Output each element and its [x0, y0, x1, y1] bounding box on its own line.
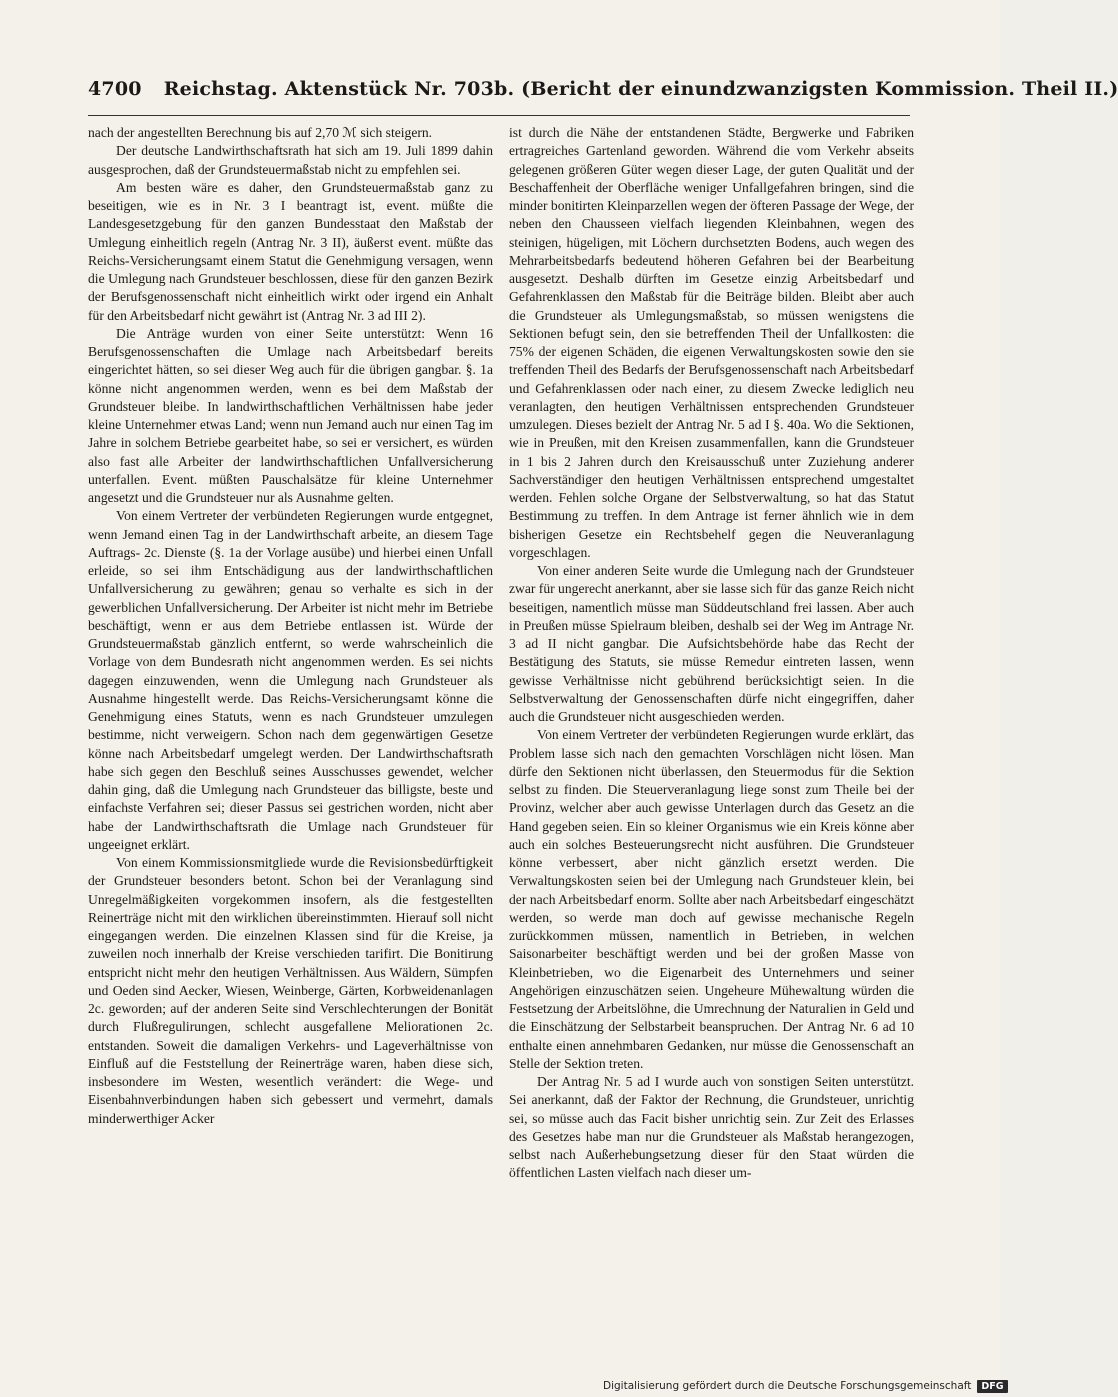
page-header	[88, 78, 1118, 106]
paragraph: Der Antrag Nr. 5 ad I wurde auch von sonstigen Seiten unterstützt. Sei anerkannt, daß der Faktor der Rechnung, die Grundsteuer, unrichtig sei, so müsse auch das Facit bisher unrichtig sein. Zur Zeit des Erlasses des Gesetzes habe man nur die Grundsteuer als Maßstab herangezogen, selbst nach Außerhebungsetzung dieser für den Staat würden die öffentlichen Lasten vielfach nach dieser um-	[509, 1074, 914, 1181]
paragraph: ist durch die Nähe der entstandenen Städte, Bergwerke und Fabriken ertragreiches Gartenland geworden. Während die vom Verkehr abseits gelegenen größeren Güter wegen dieser Lage, der guten Qualität und der Beschaffenheit der Oberfläche weniger Unfallgefahren bringen, sind die minder bonitirten Kleinparzellen wegen der öfteren Passage der Wege, der neben den Chausseen vielfach liegenden Kleinbahnen, wegen des steinigen, hügeligen, mit Löchern durchsetzten Bodens, auch wegen des Mehrarbeitsbedarfs bedeutend höheren Gefahren bei der Bearbeitung ausgesetzt. Deshalb dürften im Gesetze einzig Arbeitsbedarf und Gefahrenklassen den Maßstab für die Beiträge bilden. Bleibt aber auch die Grundsteuer als Umlegungsmaßstab, so müssen wenigstens die Sektionen befugt sein, den sie betreffenden Theil der Unfallkosten: die 75% der eigenen Schäden, die eigenen Verwaltungskosten sowie den sie treffenden Theil des Bedarfs der Berufsgenossenschaft nach Arbeitsbedarf und Gefahrenklassen oder nach einer, zu diesem Zwecke lediglich neu veranlagten, den heutigen Verhältnissen entsprechenden Grundsteuer umzulegen. Dieses bezielt der Antrag Nr. 5 ad I §. 40a. Wo die Sektionen, wie in Preußen, mit den Kreisen zusammenfallen, kann die Grundsteuer in 1 bis 2 Jahren durch den Kreisausschuß unter Zuziehung anderer Sachverständiger den heutigen Verhältnissen entsprechend umgestaltet werden. Fehlen solche Organe der Selbstverwaltung, so hat das Statut Bestimmung zu treffen. In dem Antrage ist ferner ähnlich wie in dem bisherigen Gesetze ein Rechtsbehelf gegen die Neuveranlagung vorgeschlagen.	[509, 125, 914, 560]
page-number: 4700	[88, 78, 142, 100]
paragraph: Am besten wäre es daher, den Grundsteuermaßstab ganz zu beseitigen, wie es in Nr. 3 I beantragt ist, event. müßte die Landesgesetzgebung für den ganzen Bundesstaat den Maßstab der Umlegung einheitlich regeln (Antrag Nr. 3 II), äußerst event. müßte das Reichs-Versicherungsamt einem Statut die Genehmigung versagen, wenn die Umlegung nach Grundsteuer beschlossen, diese für den ganzen Bezirk der Berufsgenossenschaft nicht einheitlich wirkt oder irgend ein Anhalt für den Arbeitsbedarf nicht gewährt ist (Antrag Nr. 3 ad III 2).	[88, 179, 493, 323]
paragraph: Von einem Kommissionsmitgliede wurde die Revisionsbedürftigkeit der Grundsteuer besonders betont. Schon bei der Veranlagung sind Unregelmäßigkeiten vorgekommen insofern, als die festgestellten Reinerträge nicht mit den wirklichen übereinstimmten. Hierauf soll nicht eingegangen werden. Die einzelnen Klassen sind für die Kreise, ja zuweilen noch innerhalb der Kreise verschieden tarifirt. Die Bonitirung entspricht nicht mehr den heutigen Verhältnissen. Aus Wäldern, Sümpfen und Oeden sind Aecker, Wiesen, Weinberge, Gärten, Korbweidenanlagen 2c. geworden; auf der anderen Seite sind Verschlechterungen der Bonität durch Flußregulirungen, schlecht ausgefallene Meliorationen 2c. entstanden. Soweit die damaligen Verkehrs- und Lageverhältnisse von Einfluß auf die Feststellung der Reinerträge waren, haben diese sich, insbesondere im Westen, wesentlich verändert: die Wege- und Eisenbahnverbindungen haben sich gebessert und vermehrt, damals minderwerthiger Acker	[88, 855, 493, 1126]
paragraph: Die Anträge wurden von einer Seite unterstützt: Wenn 16 Berufsgenossenschaften die Umlage nach Arbeitsbedarf bereits eingerichtet hätten, so sei dieser Weg auch für die übrigen gangbar. §. 1a könne nicht angenommen werden, wenn es bei dem Maßstab der Grundsteuer bleibe. In landwirthschaftlichen Verhältnissen habe jeder kleine Unternehmer etwas Land; wenn nun Jemand auch nur einen Tag im Jahre in solchem Betriebe gearbeitet habe, so sei er versichert, es würden also fast alle Arbeiter der landwirthschaftlichen Unfallversicherung unterfallen. Event. müßten Pauschalsätze für kleine Unternehmer angesetzt und die Grundsteuer nur als Ausnahme gelten.	[88, 325, 493, 505]
paragraph: Der deutsche Landwirthschaftsrath hat sich am 19. Juli 1899 dahin ausgesprochen, daß der Grundsteuermaßstab nicht zu empfehlen sei.	[88, 143, 493, 177]
right-column	[509, 124, 914, 1183]
running-title: Reichstag. Aktenstück Nr. 703b. (Bericht der einundzwanzigsten Kommission. Theil II.)	[163, 78, 1118, 100]
footer-credit: Digitalisierung gefördert durch die Deutsche Forschungsgemeinschaft	[603, 1380, 972, 1392]
paragraph: Von einem Vertreter der verbündeten Regierungen wurde erklärt, das Problem lasse sich nach den gemachten Vorschlägen nicht lösen. Man dürfe den Sektionen nicht überlassen, den Steuermodus für die Sektion selbst zu finden. Die Steuerveranlagung liege sonst zum Theile bei der Provinz, welcher aber auch gewisse Unterlagen durch das Gesetz an die Hand gegeben seien. Ein so kleiner Organismus wie ein Kreis könne aber auch ein solches Besteuerungsrecht nicht ausführen. Die Grundsteuer könne verbessert, aber nicht gänzlich ersetzt werden. Die Verwaltungskosten seien bei der Umlegung nach Grundsteuer klein, bei der nach Arbeitsbedarf enorm. Sollte aber nach Arbeitsbedarf eingeschätzt werden, so werde man doch auf gewisse mechanische Regeln zurückkommen müssen, namentlich in Betrieben, in welchen Saisonarbeiter beschäftigt werden und bei der großen Masse von Kleinbetrieben, wo die Eigenarbeit des Unternehmers und seiner Angehörigen einzuschätzen seien. Ungeheure Mühewaltung würden die Festsetzung der Arbeitslöhne, die Umrechnung der Naturalien in Geld und die Einschätzung der Selbstarbeit beanspruchen. Der Antrag Nr. 6 ad 10 enthalte einen annehmbaren Gedanken, nur müsse die Genossenschaft an Stelle der Sektion treten.	[509, 727, 914, 1071]
paragraph: Von einer anderen Seite wurde die Umlegung nach der Grundsteuer zwar für ungerecht anerkannt, aber sie lasse sich für das ganze Reich nicht beseitigen, namentlich müsse man Süddeutschland frei lassen. Aber auch in Preußen müsse Spielraum bleiben, deshalb sei der Weg im Antrage Nr. 3 ad II nicht gangbar. Die Aufsichtsbehörde habe das Recht der Bestätigung des Statuts, sie müsse Remedur eintreten lassen, wenn gewisse Verhältnisse nicht gebührend berücksichtigt seien. In die Selbstverwaltung der Genossenschaften dürfe nicht eingegriffen, daher auch die Grundsteuer nicht ausgeschieden werden.	[509, 563, 914, 724]
header-rule	[88, 115, 910, 116]
paragraph: nach der angestellten Berechnung bis auf 2,70 ℳ sich steigern.	[88, 125, 433, 140]
left-column	[88, 124, 493, 1128]
paragraph: Von einem Vertreter der verbündeten Regierungen wurde entgegnet, wenn Jemand einen Tag in der Landwirthschaft arbeite, an diesem Tage Auftrags- 2c. Dienste (§. 1a der Vorlage ausübe) und hierbei einen Unfall erleide, so sei ihm Entschädigung aus der landwirthschaftlichen Unfallversicherung zu gewähren; genau so verhalte es sich in der gewerblichen Unfallversicherung. Der Arbeiter ist nicht mehr im Betriebe beschäftigt, wenn er aus dem Betriebe entlassen ist. Würde der Grundsteuermaßstab gänzlich entfernt, so werde wahrscheinlich die Vorlage von dem Bundesrath nicht angenommen werden. Es sei nichts dagegen einzuwenden, wenn die Umlegung nach Grundsteuer als Ausnahme hingestellt werde. Das Reichs-Versicherungsamt könne die Genehmigung eines Statuts, wenn es nach Grundsteuer umzulegen bestimme, nicht verweigern. Schon nach dem gegenwärtigen Gesetze könne nach Arbeitsbedarf umgelegt werden. Der Landwirthschaftsrath habe sich gegen den Beschluß seines Ausschusses gewendet, welcher dahin ging, daß die Umlegung nach Grundsteuer das billigste, beste und einfachste Verfahren sei; dieser Passus sei gestrichen worden, nicht aber habe der Landwirthschaftsrath die Umlage nach Grundsteuer für ungeeignet erklärt.	[88, 508, 493, 852]
dfg-logo: DFG	[977, 1380, 1007, 1393]
digitization-footer	[603, 1379, 1008, 1393]
